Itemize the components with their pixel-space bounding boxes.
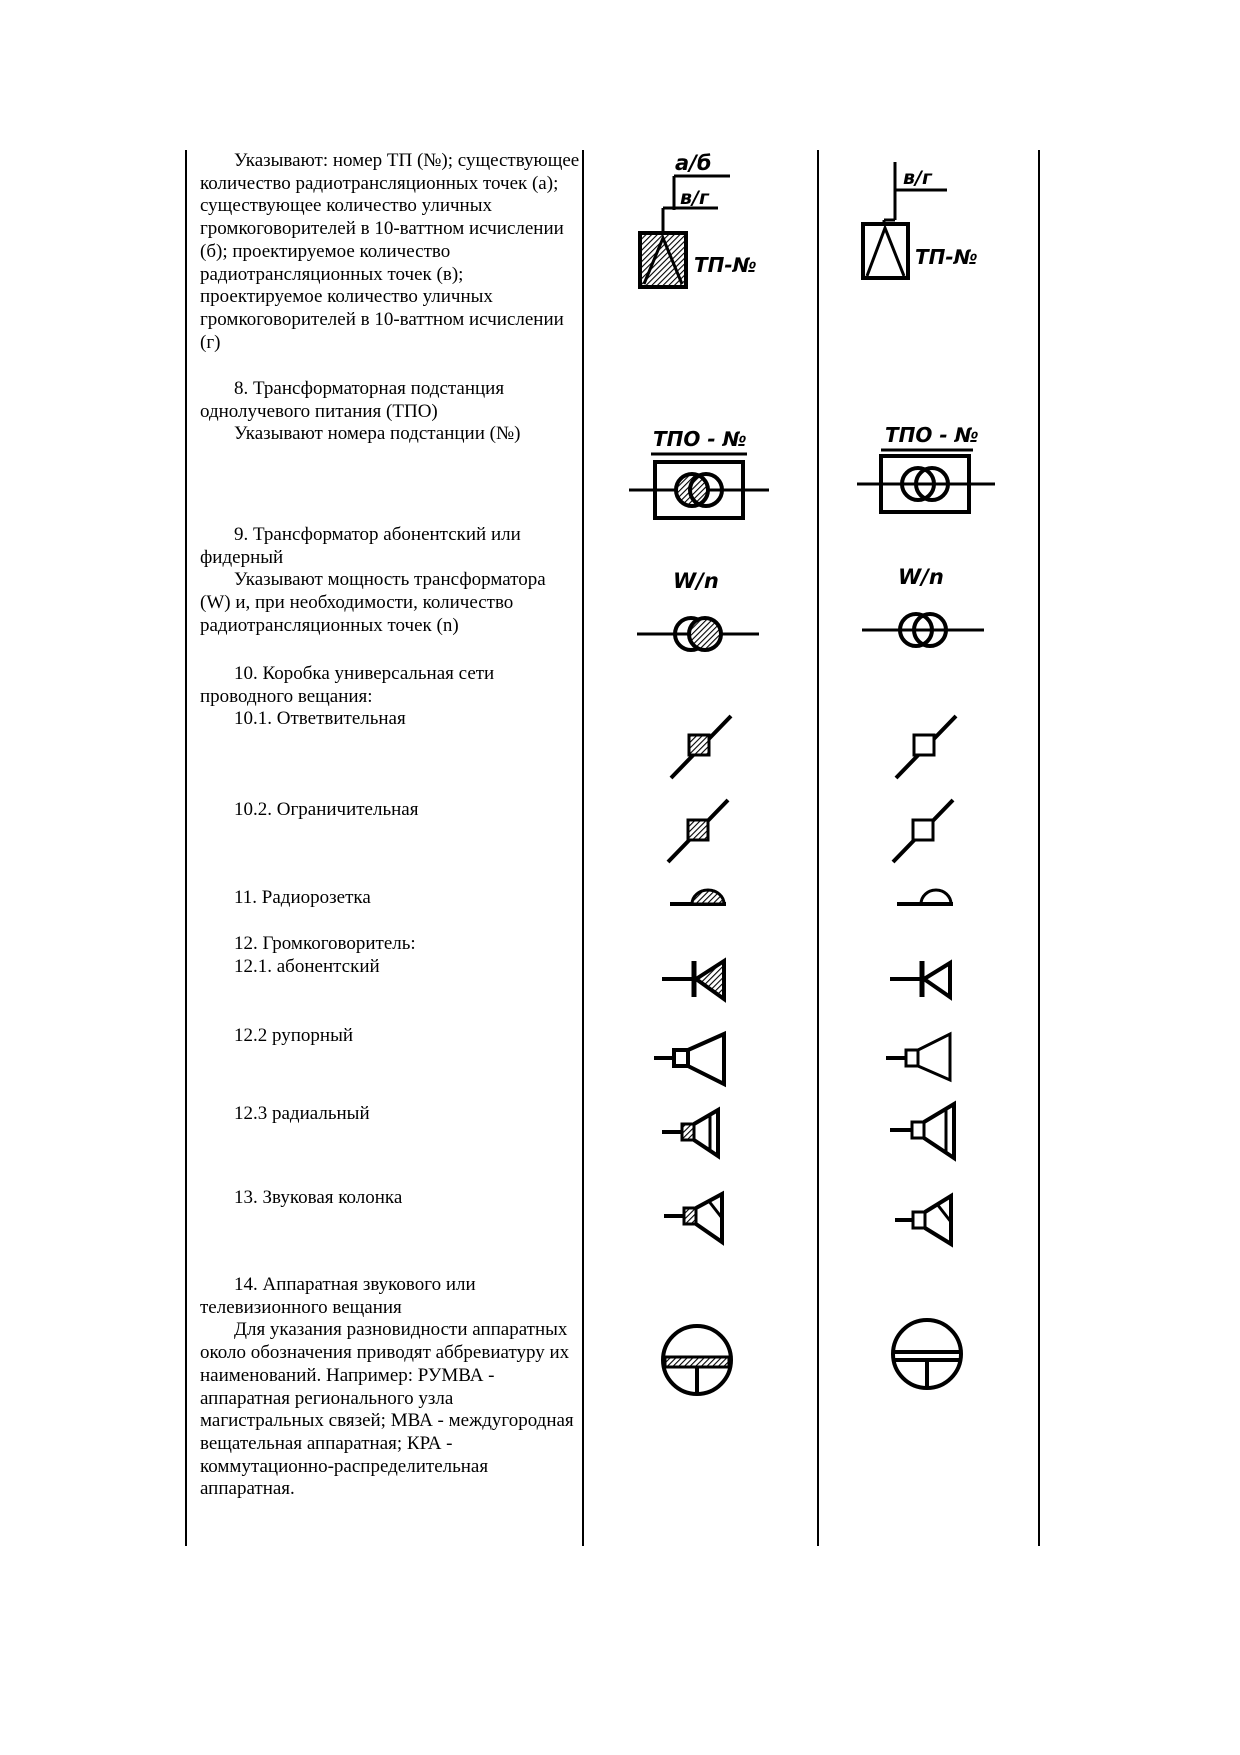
paragraph: 10. Коробка универсальная сети проводного вещания: (200, 663, 495, 707)
paragraph: 12. Громкоговоритель: (234, 933, 416, 954)
transformer-projected-symbol (860, 562, 990, 652)
tpo-existing-label: ТПО - № (653, 427, 747, 451)
tp-existing-name-label: ТП-№ (694, 253, 757, 277)
tp-projected-name-label: ТП-№ (915, 245, 978, 269)
paragraph: Указывают мощность трансформатора (W) и, при необходимости, количество радиотрансляционных точек (n) (200, 569, 546, 636)
paragraph: 11. Радиорозетка (234, 887, 371, 908)
paragraph: 13. Звуковая колонка (234, 1187, 403, 1208)
subscriber-speaker-projected-symbol (888, 955, 968, 1005)
transformer-existing-symbol (635, 566, 765, 656)
tp-projected-mid-label: в/г (903, 167, 932, 189)
horn-speaker-existing-symbol (652, 1030, 732, 1090)
paragraph: 12.1. абонентский (234, 955, 380, 977)
table-border-column-2 (817, 150, 819, 1546)
studio-projected-symbol (890, 1316, 970, 1396)
row-studio-text (200, 1274, 580, 1501)
sound-column-projected-symbol (893, 1190, 963, 1250)
tpo-existing-symbol (625, 420, 775, 520)
socket-existing-symbol (668, 880, 738, 910)
paragraph: Указывают: номер ТП (№); существующее количество радиотрансляционных точек (а); существующее количество уличных громкоговорителей в 10-ваттном исчислении (б); проектируемое количество радиотрансляционных точек (в); проектируемое количество уличных громкоговорителей в 10-ваттном исчислении (г) (200, 150, 580, 353)
row-speaker-text (200, 933, 580, 978)
row-radial-text (200, 1103, 580, 1126)
radial-speaker-projected-symbol (888, 1100, 968, 1166)
table-border-right (1038, 150, 1040, 1546)
tp-existing-top-label: а/б (675, 151, 712, 175)
paragraph: 12.2 рупорный (234, 1025, 354, 1046)
paragraph: 10.2. Ограничительная (234, 799, 419, 820)
paragraph: 12.3 радиальный (234, 1103, 370, 1124)
paragraph: 14. Аппаратная звукового или телевизионного вещания (200, 1274, 476, 1318)
paragraph: 10.1. Ответвительная (234, 708, 406, 730)
radial-speaker-existing-symbol (660, 1104, 730, 1164)
socket-projected-symbol (895, 880, 965, 910)
branch-box-projected-symbol (890, 710, 970, 790)
tpo-projected-label: ТПО - № (885, 423, 979, 447)
tp-projected-symbol (855, 148, 1005, 298)
row-horn-text (200, 1025, 580, 1048)
row-column-text (200, 1187, 580, 1210)
studio-existing-symbol (660, 1322, 740, 1402)
row-transformer-text (200, 524, 580, 638)
horn-speaker-projected-symbol (884, 1030, 964, 1090)
row-limit-text (200, 799, 580, 822)
table-border-left (185, 150, 187, 1546)
branch-box-existing-symbol (665, 710, 745, 790)
limiting-box-projected-symbol (887, 796, 967, 876)
tpo-projected-symbol (855, 416, 1005, 516)
paragraph: 8. Трансформаторная подстанция однолучевого питания (ТПО) (200, 378, 505, 422)
row-tpo-text (200, 378, 580, 446)
row-box-text (200, 663, 580, 731)
limiting-box-existing-symbol (662, 796, 742, 876)
paragraph: 9. Трансформатор абонентский или фидерный (200, 524, 521, 568)
tp-existing-mid-label: в/г (680, 187, 709, 209)
transformer-existing-label: W/n (673, 569, 719, 593)
sound-column-existing-symbol (662, 1190, 732, 1250)
row-tp-text (200, 150, 580, 354)
transformer-projected-label: W/n (898, 565, 944, 589)
tp-existing-symbol (630, 148, 780, 298)
table-border-column-1 (582, 150, 584, 1546)
paragraph: Для указания разновидности аппаратных около обозначения приводят аббревиатуру их наименований. Например: РУМВА - аппаратная регионального узла магистральных связей; МВА - междугородная вещательная аппаратная; КРА - коммутационно-распределительная аппаратная. (200, 1319, 574, 1500)
row-socket-text (200, 887, 580, 910)
paragraph: Указывают номера подстанции (№) (234, 423, 521, 445)
subscriber-speaker-existing-symbol (660, 955, 740, 1005)
